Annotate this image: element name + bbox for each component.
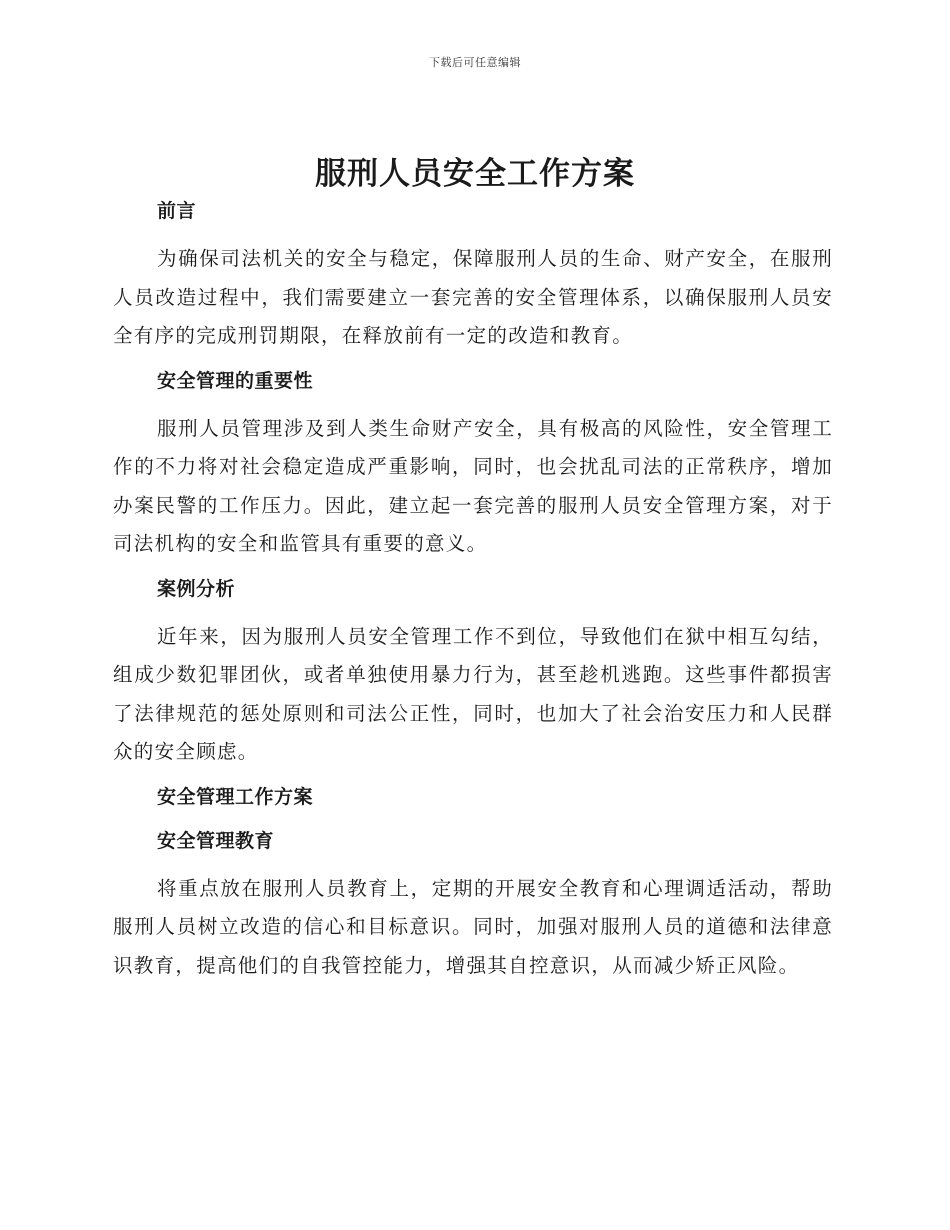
paragraph-case-analysis: 近年来，因为服刑人员安全管理工作不到位，导致他们在狱中相互勾结，组成少数犯罪团伙，或者单独使用暴力行为，甚至趁机逃跑。这些事件都损害了法律规范的惩处原则和司法公正性，同时，也加大了社会治安压力和人民群众的安全顾虑。 [113, 624, 833, 763]
section-heading-importance: 安全管理的重要性 [157, 369, 314, 392]
header-note: 下载后可任意编辑 [429, 56, 521, 69]
paragraph-importance: 服刑人员管理涉及到人类生命财产安全，具有极高的风险性，安全管理工作的不力将对社会稳定造成严重影响，同时，也会扰乱司法的正常秩序，增加办案民警的工作压力。因此，建立起一套完善的服刑人员安全管理方案，对于司法机构的安全和监管具有重要的意义。 [113, 416, 833, 555]
section-heading-preface: 前言 [157, 200, 197, 222]
section-heading-education: 安全管理教育 [157, 829, 275, 852]
paragraph-preface: 为确保司法机关的安全与稳定，保障服刑人员的生命、财产安全，在服刑人员改造过程中，我们需要建立一套完善的安全管理体系，以确保服刑人员安全有序的完成刑罚期限，在释放前有一定的改造和教育。 [113, 247, 833, 347]
paragraph-education: 将重点放在服刑人员教育上，定期的开展安全教育和心理调适活动，帮助服刑人员树立改造的信心和目标意识。同时，加强对服刑人员的道德和法律意识教育，提高他们的自我管控能力，增强其自控意识，从而减少矫正风险。 [113, 876, 833, 977]
document-title: 服刑人员安全工作方案 [315, 156, 635, 192]
section-heading-case-analysis: 案例分析 [157, 577, 236, 600]
section-heading-work-plan: 安全管理工作方案 [157, 785, 314, 808]
document-body [113, 196, 833, 995]
